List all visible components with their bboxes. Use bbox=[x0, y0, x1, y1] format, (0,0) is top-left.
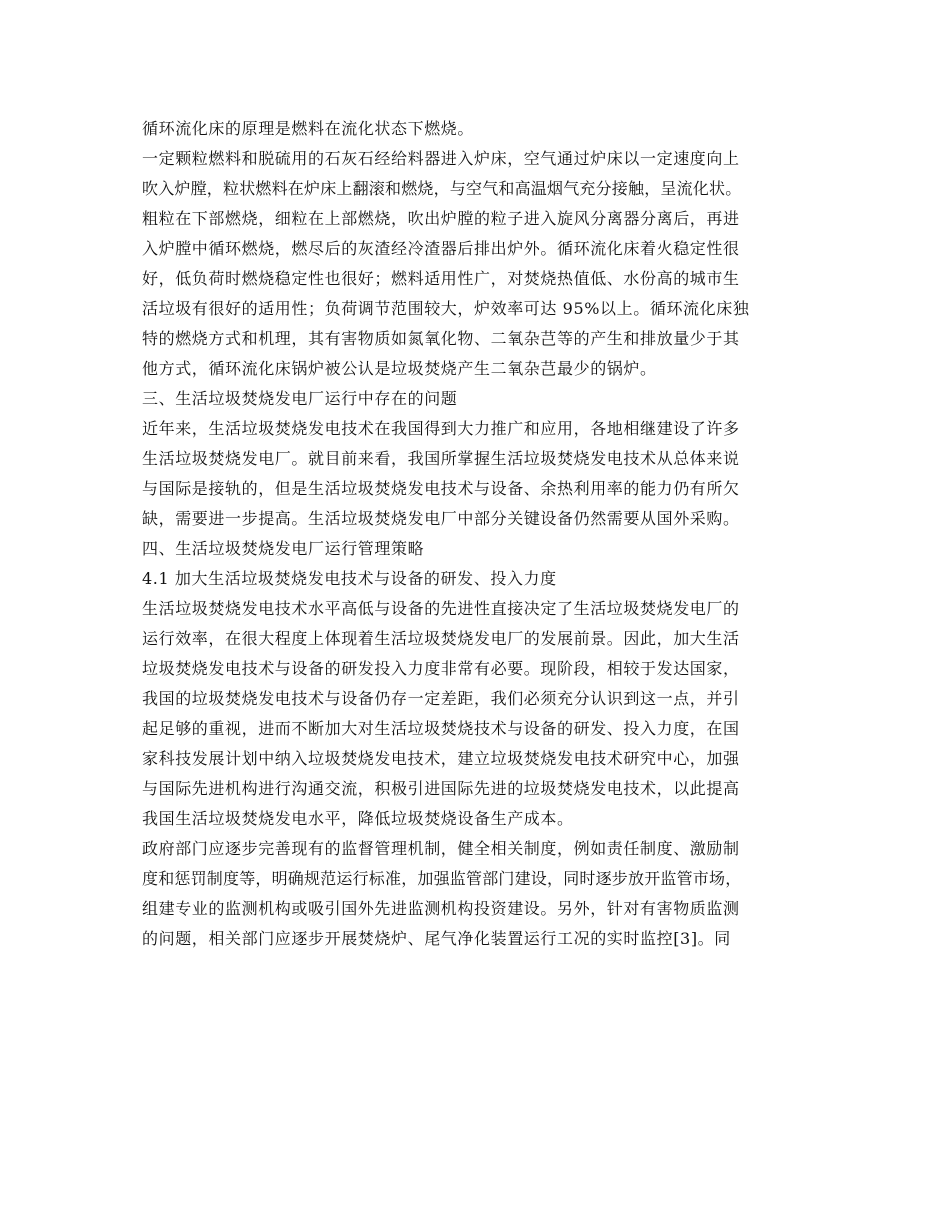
document-page bbox=[142, 114, 812, 954]
text-line: 的问题，相关部门应逐步开展焚烧炉、尾气净化装置运行工况的实时监控[3]。同 bbox=[142, 929, 731, 948]
text-line: 垃圾焚烧发电技术与设备的研发投入力度非常有必要。现阶段，相较于发达国家， bbox=[142, 659, 740, 678]
text-line: 运行效率，在很大程度上体现着生活垃圾焚烧发电厂的发展前景。因此，加大生活 bbox=[142, 629, 740, 648]
text-line: 粗粒在下部燃烧，细粒在上部燃烧，吹出炉膛的粒子进入旋风分离器分离后，再进 bbox=[142, 209, 740, 228]
text-line: 组建专业的监测机构或吸引国外先进监测机构投资建设。另外，针对有害物质监测 bbox=[142, 899, 740, 918]
text-line: 与国际先进机构进行沟通交流，积极引进国际先进的垃圾焚烧发电技术，以此提高 bbox=[142, 779, 740, 798]
text-line: 家科技发展计划中纳入垃圾焚烧发电技术，建立垃圾焚烧发电技术研究中心，加强 bbox=[142, 749, 740, 768]
section-heading: 四、生活垃圾焚烧发电厂运行管理策略 bbox=[142, 539, 425, 558]
text-line: 吹入炉膛，粒状燃料在炉床上翻滚和燃烧，与空气和高温烟气充分接触，呈流化状。 bbox=[142, 179, 742, 198]
text-line: 特的燃烧方式和机理，其有害物质如氮氧化物、二氧杂芑等的产生和排放量少于其 bbox=[142, 329, 740, 348]
text-line: 近年来，生活垃圾焚烧发电技术在我国得到大力推广和应用，各地相继建设了许多 bbox=[142, 419, 740, 438]
text-line: 他方式，循环流化床锅炉被公认是垃圾焚烧产生二氧杂芑最少的锅炉。 bbox=[142, 359, 657, 378]
text-line: 我国生活垃圾焚烧发电水平，降低垃圾焚烧设备生产成本。 bbox=[142, 809, 574, 828]
text-line: 一定颗粒燃料和脱硫用的石灰石经给料器进入炉床，空气通过炉床以一定速度向上 bbox=[142, 149, 740, 168]
text-line: 我国的垃圾焚烧发电技术与设备仍存一定差距，我们必须充分认识到这一点，并引 bbox=[142, 689, 740, 708]
text-line: 生活垃圾焚烧发电技术水平高低与设备的先进性直接决定了生活垃圾焚烧发电厂的 bbox=[142, 599, 740, 618]
text-line: 生活垃圾焚烧发电厂。就目前来看，我国所掌握生活垃圾焚烧发电技术从总体来说 bbox=[142, 449, 740, 468]
text-line: 政府部门应逐步完善现有的监督管理机制，健全相关制度，例如责任制度、激励制 bbox=[142, 839, 740, 858]
text-line: 缺，需要进一步提高。生活垃圾焚烧发电厂中部分关键设备仍然需要从国外采购。 bbox=[142, 509, 740, 528]
text-line: 好，低负荷时燃烧稳定性也很好；燃料适用性广，对焚烧热值低、水份高的城市生 bbox=[142, 269, 740, 288]
text-line: 起足够的重视，进而不断加大对生活垃圾焚烧技术与设备的研发、投入力度，在国 bbox=[142, 719, 740, 738]
text-line: 入炉膛中循环燃烧，燃尽后的灰渣经冷渣器后排出炉外。循环流化床着火稳定性很 bbox=[142, 239, 740, 258]
text-line: 度和惩罚制度等，明确规范运行标准，加强监管部门建设，同时逐步放开监管市场， bbox=[142, 869, 742, 888]
subsection-heading: 4.1 加大生活垃圾焚烧发电技术与设备的研发、投入力度 bbox=[142, 569, 557, 588]
section-heading: 三、生活垃圾焚烧发电厂运行中存在的问题 bbox=[142, 389, 458, 408]
text-line: 与国际是接轨的，但是生活垃圾焚烧发电技术与设备、余热利用率的能力仍有所欠 bbox=[142, 479, 740, 498]
text-line: 活垃圾有很好的适用性；负荷调节范围较大，炉效率可达 95%以上。循环流化床独 bbox=[142, 299, 750, 318]
text-line: 循环流化床的原理是燃料在流化状态下燃烧。 bbox=[142, 119, 475, 138]
